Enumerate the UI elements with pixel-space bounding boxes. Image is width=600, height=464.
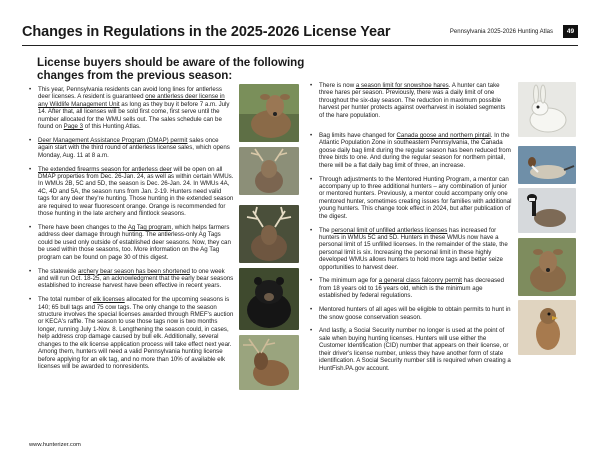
link[interactable]: one antlerless deer license in any Wildlife Management Unit [38, 93, 225, 108]
header-divider [22, 45, 578, 46]
bear-photo [239, 268, 299, 330]
list-item: • The statewide archery bear season has been shortened to one week and will run Oct. 18-25, an acknowledgment that the early bear seasons established to increase harvest have been effective in recent years. [29, 267, 234, 290]
link[interactable]: personal limit of unfilled antlerless licenses [331, 226, 448, 234]
list-item: • The total number of elk licenses allocated for the upcoming seasons is 140; 65 bull tags and 75 cow tags. The only change to the season structure involves the special licenses awarded through RMEF's auction or KECA's raffle. The season to use those tags now is two months longer, running July 1-Nov. 8. Lengthening the season could, in cases, help address crop damage caused by bull elk. Additionally, several changes to the elk license application process will take effect next year. Among them, hunters will need a valid Pennsylvania hunting license before applying for an elk tag, and no more than 10% of available elk licenses will be awarded to nonresidents. [29, 296, 234, 370]
falcon-photo [518, 300, 576, 355]
deer-photo [239, 84, 299, 142]
deer-photo [239, 205, 299, 263]
atlas-label: Pennsylvania 2025-2026 Hunting Atlas [449, 29, 553, 35]
link[interactable]: a season limit for snowshoe hares [355, 82, 449, 89]
left-column [29, 86, 234, 377]
northern-pintail-photo [518, 146, 576, 184]
list-item: • Bag limits have changed for Canada goose and northern pintail. In the Atlantic Population Zone in southeastern Pennsylvania, the Canada goose daily bag limit during the regular season has been reduced from three birds to one. And during the regular season for northern pintail, there will be a flat daily bag limit of three, an increase. [310, 132, 511, 169]
list-item: • Mentored hunters of all ages will be eligible to obtain permits to hunt in the snow goose conservation season. [310, 306, 511, 321]
list-item: • Deer Management Assistance Program (DMAP) permit sales once again start with the third round of antlerless license sales, which opens Monday, Aug. 11 at 8 a.m. [29, 136, 230, 159]
link[interactable]: archery bear season has been shortened [77, 267, 190, 275]
link[interactable]: a general class falconry permit [378, 277, 463, 285]
deer-photo [518, 238, 576, 296]
link[interactable]: Canada goose and northern pintail [396, 132, 491, 140]
link[interactable]: The extended firearms season for antlerless deer [38, 165, 172, 173]
list-item: • There have been changes to the Ag Tag program, which helps farmers address deer damage through hunting. The antlerless-only Ag Tags could be used only outside of established deer seasons. Now, they can be used within those seasons, too. More information on the Ag Tag program can be found on page 30 of this digest. [29, 224, 231, 261]
section-subheading: License buyers should be aware of the following changes from the previous season: [37, 56, 305, 82]
page-title: Changes in Regulations in the 2025-2026 License Year [22, 24, 391, 40]
page-number-badge: 49 [563, 25, 578, 38]
list-item: • There is now a season limit for snowshoe hares. A hunter can take three hares per season. Previously, there was a daily limit of one throughout the six-day season. The reduction in maximum possible harvest per hunter protects against overharvest in isolated segments of the hare population. [310, 82, 506, 119]
snowshoe-hare-photo [518, 82, 576, 137]
list-item: • The extended firearms season for antlerless deer will be open on all DMAP properties from Dec. 26-Jan. 24, as well as within certain WMUs. In WMUs 2B, 5C and 5D, the season is Dec. 26-Jan. 24. In WMUs 4A, 4C, 4D and 5A, the season runs from Jan. 2-19. Hunters need valid tags for any deer they're hunting. Those hunting in the extended season are required to wear fluorescent orange. Orange is recommended for those hunting in the late archery and flintlock seasons. [29, 165, 234, 218]
link[interactable]: Page 3 [63, 123, 84, 131]
list-item: • The minimum age for a general class falconry permit has decreased from 18 years old to 16 years old, which is the minimum age established by federal regulations. [310, 277, 505, 300]
link[interactable]: Ag Tag program [127, 224, 172, 231]
canada-goose-photo [518, 188, 576, 233]
list-item: • The personal limit of unfilled antlerless licenses has increased for hunters in WMUs 5C and 5D. Hunters in these WMUs now have a personal limit of 15 unfilled licenses. In the remainder of the state, the personal limit is six. Increasing the personal limit in these highly developed WMUs allows hunters to hold more tags and better seize opportunities to harvest deer. [310, 226, 508, 271]
link[interactable]: Deer Management Assistance Program (DMAP) permit [38, 136, 188, 144]
page-header [22, 24, 578, 46]
right-column [310, 82, 512, 378]
list-item: • And lastly, a Social Security number no longer is used at the point of sale when buying hunting licenses. Hunters will use either the Customer Identification (CID) number that appears on their license, or their driver's license number, unless they have another form of state identification. A Social Security number still is required when creating a HuntFish.PA.gov account. [310, 327, 511, 372]
link[interactable]: elk licenses [92, 296, 125, 304]
list-item: • This year, Pennsylvania residents can avoid long lines for antlerless deer licenses. A resident is guaranteed one antlerless deer license in any Wildlife Management Unit as long as they buy it before 7 a.m. July 14. After that, all licenses will be sold first come, first serve until the number allocated for the WMU sells out. The sales schedule can be found on Page 3 of this Hunting Atlas. [29, 86, 230, 131]
elk-photo [239, 335, 299, 390]
list-item: • Through adjustments to the Mentored Hunting Program, a mentor can accompany up to three additional hunters – any combination of junior or mentored hunters. Previously, a mentor could accompany only one mentored hunter, sometimes creating issues for families with additional young hunters. This change took effect in 2024, but after publication of the digest. [310, 175, 512, 220]
deer-photo [239, 147, 299, 195]
footer-url[interactable]: www.hunterizer.com [29, 442, 81, 448]
